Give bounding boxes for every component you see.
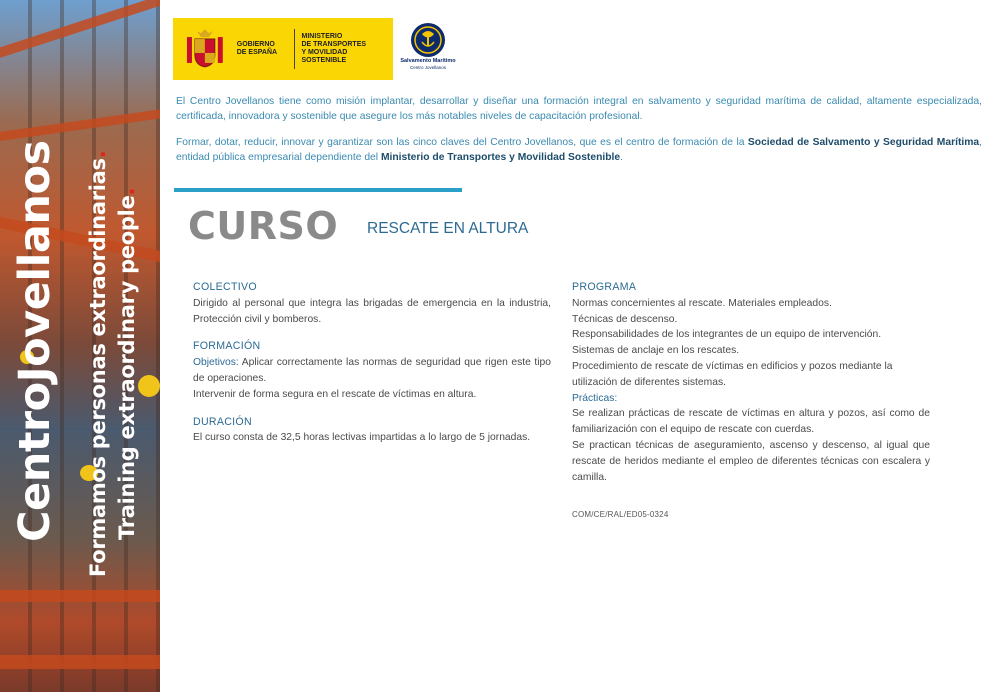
slogan-spanish: Formamos personas extraordinarias. [86,150,110,577]
practicas-item: Se practican técnicas de aseguramiento, ascenso y descenso, al igual que rescate de heridos mediante el empleo de diferentes técnicas con escalera y camilla. [572,439,930,483]
objetivos-text: Objetivos: Aplicar correctamente las normas de seguridad que rigen este tipo de operaciones. [193,357,551,384]
right-column [572,280,930,523]
sidebar-vertical-text [0,0,160,692]
programa-item: Normas concernientes al rescate. Materiales empleados. [572,297,832,309]
duracion-heading: DURACIÓN [193,415,252,428]
intro-paragraph-1: El Centro Jovellanos tiene como misión implantar, desarrollar y diseñar una formación integral en salvamento y seguridad marítima de calidad, altamente especializada, certificada, innovadora y sostenible que asegure los más notables niveles de capacitación profesional. [176,96,982,122]
slogan-dot: . [115,187,139,196]
salvamento-name: Salvamento Marítimo [400,58,456,64]
salvamento-emblem-icon [410,22,446,58]
ministry-text: MINISTERIO DE TRANSPORTES Y MOVILIDAD SOSTENIBLE [301,33,367,64]
intro-paragraph-2: Formar, dotar, reducir, innovar y garantizar son las cinco claves del Centro Jovellanos, que es el centro de formación de la Sociedad de Salvamento y Seguridad Marítima, entidad pública empresarial dependiente del Ministerio de Transportes y Movilidad Sostenible. [176,137,982,163]
programa-heading: PROGRAMA [572,281,637,293]
formacion-heading: FORMACIÓN [193,340,261,353]
slogan-dot: . [86,150,110,159]
logo-divider [294,29,295,69]
practicas-heading: Prácticas: [572,392,618,404]
accent-divider [174,188,462,192]
objetivos-label: Objetivos: [193,357,239,369]
gobierno-text: GOBIERNO DE ESPAÑA [236,41,278,56]
programa-item: Técnicas de descenso. [572,313,678,325]
ministerio-name: Ministerio de Transportes y Movilidad Sostenible [380,152,621,163]
salvamento-logo [400,22,456,80]
spain-crest-icon [181,25,229,73]
course-code: COM/CE/RAL/ED05-0324 [572,510,669,520]
government-logo [173,18,393,80]
duracion-text: El curso consta de 32,5 horas lectivas impartidas a lo largo de 5 jornadas. [193,432,531,444]
brand-name: CentroJovellanos [10,140,60,542]
practicas-item: Se realizan prácticas de rescate de víctimas en altura y pozos, así como de familiarización con el equipo de rescate con cuerdas. [572,408,930,436]
course-name: RESCATE EN ALTURA [367,220,529,237]
course-label: CURSO [188,204,339,248]
programa-item: Responsabilidades de los integrantes de un equipo de intervención. [572,329,882,341]
slogan-english: Training extraordinary people. [115,187,139,540]
programa-item: Sistemas de anclaje en los rescates. [572,345,740,357]
objetivos-text-2: Intervenir de forma segura en el rescate de víctimas en altura. [193,388,477,400]
salvamento-sub: Centro Jovellanos [409,65,447,70]
sidebar-photo [0,0,160,692]
sociedad-name: Sociedad de Salvamento y Seguridad Marítima [747,137,980,148]
colectivo-text: Dirigido al personal que integra las brigadas de emergencia en la industria, Protección civil y bomberos. [193,297,551,325]
colectivo-heading: COLECTIVO [193,281,257,293]
programa-item: Procedimiento de rescate de víctimas en edificios y pozos mediante la utilización de diferentes sistemas. [572,360,893,388]
left-column [193,280,551,446]
